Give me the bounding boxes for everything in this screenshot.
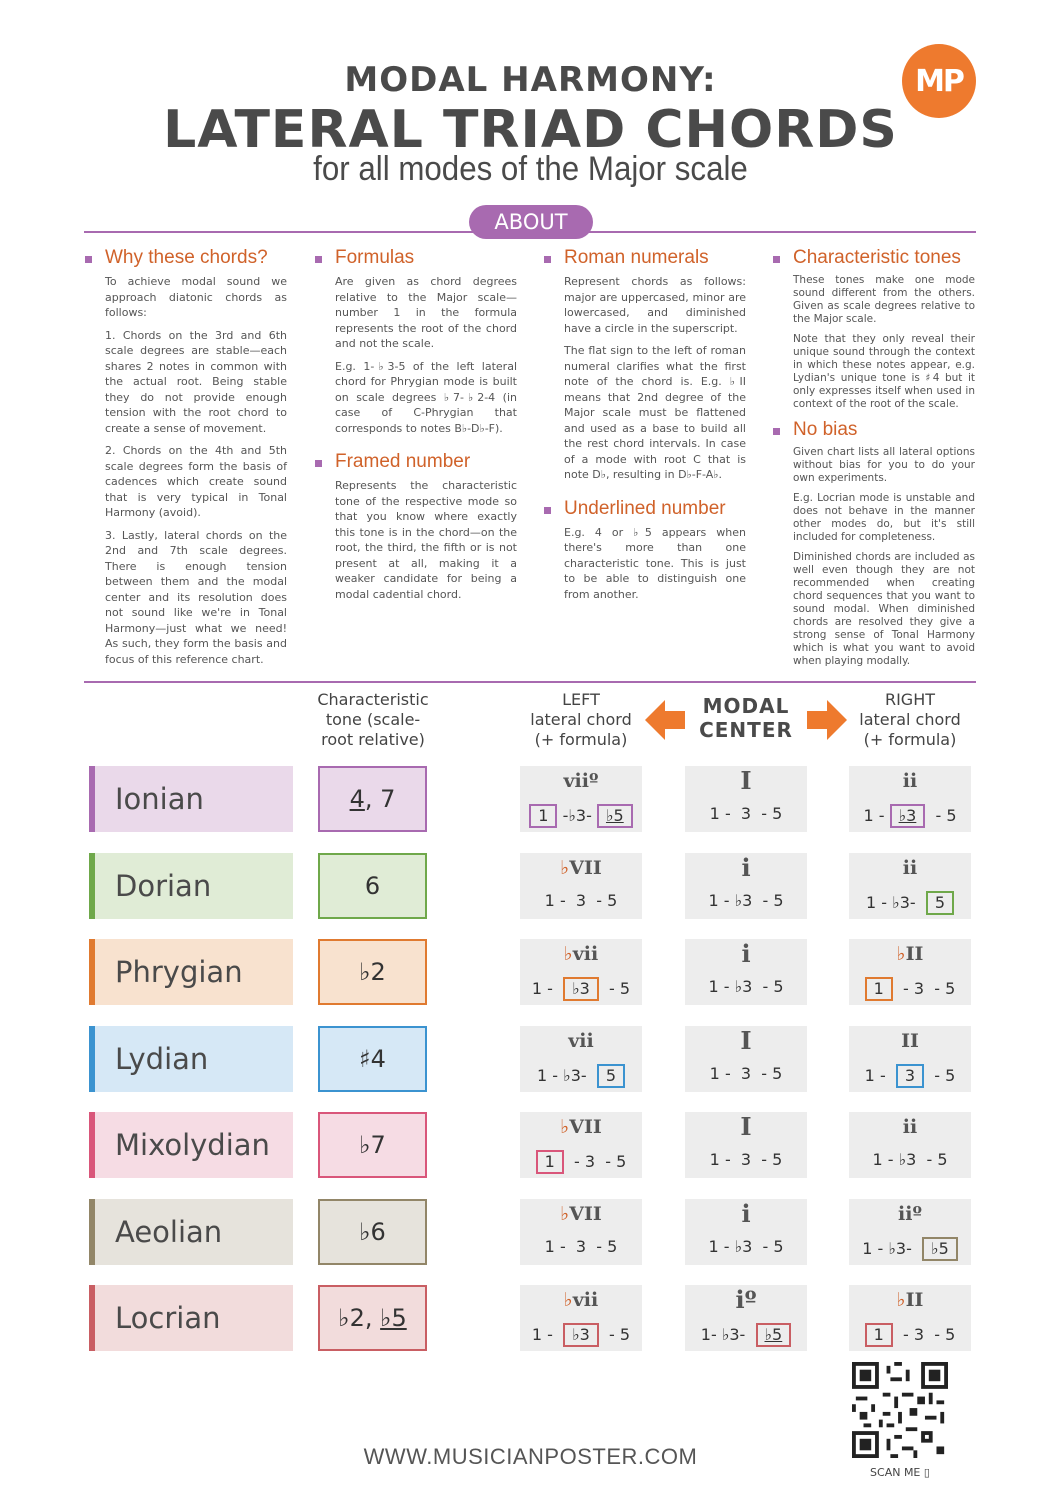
left-header-l1: LEFT — [562, 690, 600, 709]
characteristic-tone-box — [318, 1026, 427, 1092]
about-label: ABOUT — [494, 210, 568, 234]
scan-me-label — [852, 1466, 948, 1479]
about-char-column — [793, 246, 975, 675]
characteristic-tone-box — [318, 939, 427, 1005]
title-main: LATERAL TRIAD CHORDS — [163, 100, 898, 160]
right-chord-header — [845, 690, 975, 750]
left-chord-cell — [520, 766, 642, 832]
center-roman-numeral: i — [741, 1198, 751, 1228]
why-p3: 2. Chords on the 4th and 5th scale degrees form the basis of cadences which create sound that is very typical in Tonal Harmony (avoid). — [105, 444, 287, 519]
roman-p2: The flat sign to the left of roman numeral clarifies what the first note of the chord is. E.g. ♭II means that 2nd degree of the Major scale must be flattened and used as a base to build all the rest chord intervals. In case of a mode with root C that is note D♭, resulting in D♭-F-A♭. — [564, 344, 746, 481]
left-chord-cell — [520, 853, 642, 919]
subtitle: for all modes of the Major scale — [313, 150, 748, 188]
framed-p1: Represents the characteristic tone of the respective mode so that you know where exactly this tone is in the chord—on the root, the third, the fifth or is not present at all, making it a weaker candidate for being a modal cadential chord. — [335, 479, 517, 601]
center-chord-formula: 1 - ♭3 - 5 — [708, 890, 784, 910]
right-chord-cell — [849, 939, 971, 1005]
right-header-l2: lateral chord — [859, 710, 961, 729]
center-roman-numeral: i — [741, 939, 751, 968]
scan-text: SCAN ME — [870, 1466, 921, 1479]
formulas-heading: Formulas — [315, 246, 517, 270]
characteristic-tone-value: ♭2, ♭5 — [338, 1304, 407, 1332]
right-roman-numeral: ii — [902, 770, 918, 792]
center-chord-formula: 1 - ♭3 - 5 — [708, 1236, 784, 1256]
roman-heading: Roman numerals — [544, 246, 746, 270]
underlined-p1: E.g. 4 or ♭5 appears when there's more than one characteristic tone. This is just to be able to distinguish one from another. — [564, 525, 746, 601]
nobias-heading: No bias — [773, 418, 975, 442]
left-chord-formula: 1 - 3 - 5 — [544, 1236, 618, 1256]
char-tone-header-l3: root relative) — [321, 730, 425, 749]
formulas-p2: E.g. 1-♭3-5 of the left lateral chord for Phrygian mode is built on scale degrees ♭7-♭2-4 (in case of C-Phrygian that corresponds to notes B♭-D♭-F). — [335, 359, 517, 435]
why-p1: To achieve modal sound we approach diatonic chords as follows: — [105, 275, 287, 319]
center-header-l2: CENTER — [699, 718, 793, 742]
formulas-p1: Are given as chord degrees relative to the Major scale—number 1 in the formula represents the root of the chord and not the scale. — [335, 275, 517, 350]
mode-name-dorian: Dorian — [89, 853, 293, 919]
right-chord-cell — [849, 853, 971, 919]
center-roman-numeral: i — [741, 852, 751, 882]
nobias-p3: Diminished chords are included as well even though they are not recommended when creating chord sequences that you want to sound modal. When diminished chords are resolved they give a strong sense of Tonal Harmony which is what you want to avoid when playing modally. — [793, 551, 975, 667]
right-header-l1: RIGHT — [884, 690, 936, 709]
right-chord-formula: 1 - ♭3 - 5 — [849, 804, 971, 828]
characteristic-tone-box — [318, 1285, 427, 1351]
center-roman-numeral: I — [740, 1025, 752, 1055]
char-heading: Characteristic tones — [773, 246, 975, 270]
center-chord-formula: 1- ♭3- ♭5 — [685, 1323, 807, 1347]
center-chord-cell — [685, 853, 807, 919]
modal-center-header — [688, 694, 804, 742]
left-roman-numeral: ♭VII — [560, 1116, 602, 1138]
right-chord-formula: 1 - ♭3- ♭5 — [849, 1237, 971, 1261]
right-chord-cell — [849, 766, 971, 832]
center-chord-formula: 1 - 3 - 5 — [709, 1150, 783, 1169]
right-chord-formula: 1 - 3 - 5 — [849, 1323, 971, 1347]
center-chord-cell — [685, 939, 807, 1005]
framed-heading: Framed number — [315, 450, 517, 474]
why-p2: 1. Chords on the 3rd and 6th scale degrees are stable—each shares 2 notes in common with the actual root. Being stable they do not provide enough tension with the root chord to create a sense of movement. — [105, 328, 287, 435]
right-header-l3: (+ formula) — [863, 730, 957, 749]
left-header-l2: lateral chord — [530, 710, 632, 729]
right-roman-numeral: iiº — [898, 1202, 922, 1225]
arrow-right-icon — [805, 698, 849, 742]
left-chord-cell — [520, 1112, 642, 1178]
qr-code-icon[interactable] — [852, 1362, 948, 1458]
mode-name-mixolydian: Mixolydian — [89, 1112, 293, 1178]
left-chord-formula: 1 - ♭3- 5 — [520, 1064, 642, 1088]
char-tone-header-l1: Characteristic — [317, 690, 429, 709]
nobias-p2: E.g. Locrian mode is unstable and does not behave in the manner other modes do, but it's still included for completeness. — [793, 492, 975, 543]
left-chord-header — [516, 690, 646, 750]
characteristic-tone-value: ♭7 — [359, 1131, 386, 1159]
center-chord-cell — [685, 1026, 807, 1092]
left-roman-numeral: ♭vii — [563, 1289, 599, 1311]
why-heading: Why these chords? — [85, 246, 287, 270]
left-chord-formula: 1 - ♭3 - 5 — [520, 977, 642, 1001]
left-chord-cell — [520, 939, 642, 1005]
right-chord-formula: 1 - ♭3 - 5 — [872, 1150, 948, 1169]
char-tone-header — [300, 690, 446, 750]
right-chord-formula: 1 - ♭3- 5 — [849, 891, 971, 915]
phone-icon: ▯ — [923, 1466, 930, 1479]
left-chord-cell — [520, 1026, 642, 1092]
website-url: WWW.MUSICIANPOSTER.COM — [363, 1444, 698, 1469]
center-chord-formula: 1 - ♭3 - 5 — [708, 977, 784, 996]
right-chord-cell — [849, 1285, 971, 1351]
right-roman-numeral: II — [901, 1029, 919, 1052]
underlined-heading: Underlined number — [544, 497, 746, 521]
characteristic-tone-value: 6 — [364, 871, 381, 900]
left-roman-numeral: vii — [568, 1029, 594, 1052]
left-header-l3: (+ formula) — [534, 730, 628, 749]
mode-name-ionian: Ionian — [89, 766, 293, 832]
characteristic-tone-value: ♭6 — [359, 1217, 386, 1246]
left-chord-formula: 1 - 3 - 5 — [544, 890, 618, 910]
about-formulas-column — [335, 246, 517, 609]
right-chord-cell — [849, 1026, 971, 1092]
about-why-column — [105, 246, 287, 674]
about-badge — [469, 205, 593, 239]
char-p2: Note that they only reveal their unique sound through the context in which these notes appear, e.g. Lydian's unique tone is ♯4 but it only expresses itself when used in context of the root of the scale. — [793, 333, 975, 410]
mode-name-locrian: Locrian — [89, 1285, 293, 1351]
right-chord-formula: 1 - 3 - 5 — [849, 977, 971, 1001]
mode-name-lydian: Lydian — [89, 1026, 293, 1092]
why-p4: 3. Lastly, lateral chords on the 2nd and 7th scale degrees. There is enough tension between them and the modal center and its resolution does not sound like we're in Tonal Harmony—just what we need! As such, they form the basis and focus of this reference chart. — [105, 528, 287, 666]
left-chord-formula: 1 - 3 - 5 — [520, 1150, 642, 1174]
left-chord-formula: 1 - ♭3 - 5 — [520, 1323, 642, 1347]
center-roman-numeral: I — [740, 1112, 752, 1141]
center-chord-cell — [685, 1199, 807, 1265]
center-roman-numeral: I — [740, 766, 752, 795]
characteristic-tone-value: 4, 7 — [349, 785, 396, 813]
center-chord-cell — [685, 1285, 807, 1351]
brand-logo — [902, 44, 976, 118]
char-tone-header-l2: tone (scale- — [325, 710, 421, 729]
right-roman-numeral: ♭II — [896, 1289, 924, 1311]
left-roman-numeral: ♭VII — [560, 1202, 602, 1225]
right-roman-numeral: ii — [902, 1116, 918, 1138]
about-roman-column — [564, 246, 746, 609]
title-line1: MODAL HARMONY: — [344, 60, 717, 100]
arrow-left-icon — [643, 698, 687, 742]
left-chord-cell — [520, 1199, 642, 1265]
logo-text: MP — [915, 63, 963, 99]
mode-name-phrygian: Phrygian — [89, 939, 293, 1005]
right-roman-numeral: ii — [902, 856, 918, 879]
table-divider — [84, 681, 976, 683]
left-roman-numeral: ♭VII — [560, 856, 602, 879]
characteristic-tone-box — [318, 1199, 427, 1265]
center-chord-formula: 1 - 3 - 5 — [709, 1063, 783, 1083]
characteristic-tone-box — [318, 766, 427, 832]
center-roman-numeral: iº — [735, 1285, 757, 1314]
left-roman-numeral: ♭vii — [563, 943, 599, 965]
characteristic-tone-value: ♯4 — [359, 1044, 386, 1073]
right-roman-numeral: ♭II — [896, 943, 924, 965]
center-chord-cell — [685, 766, 807, 832]
right-chord-cell — [849, 1112, 971, 1178]
center-chord-formula: 1 - 3 - 5 — [709, 804, 783, 823]
center-header-l1: MODAL — [702, 694, 790, 718]
characteristic-tone-value: ♭2 — [359, 958, 386, 986]
center-chord-cell — [685, 1112, 807, 1178]
char-p1: These tones make one mode sound different from the others. Given as scale degrees relative to the Major scale. — [793, 274, 975, 325]
characteristic-tone-box — [318, 1112, 427, 1178]
left-chord-cell — [520, 1285, 642, 1351]
right-chord-formula: 1 - 3 - 5 — [849, 1064, 971, 1088]
left-roman-numeral: viiº — [563, 770, 599, 792]
roman-p1: Represent chords as follows: major are uppercased, minor are lowercased, and diminished have a circle in the superscript. — [564, 275, 746, 335]
mode-name-aeolian: Aeolian — [89, 1199, 293, 1265]
left-chord-formula: 1 -♭3- ♭5 — [520, 804, 642, 828]
characteristic-tone-box — [318, 853, 427, 919]
right-chord-cell — [849, 1199, 971, 1265]
nobias-p1: Given chart lists all lateral options without bias for you to do your own experiments. — [793, 446, 975, 484]
